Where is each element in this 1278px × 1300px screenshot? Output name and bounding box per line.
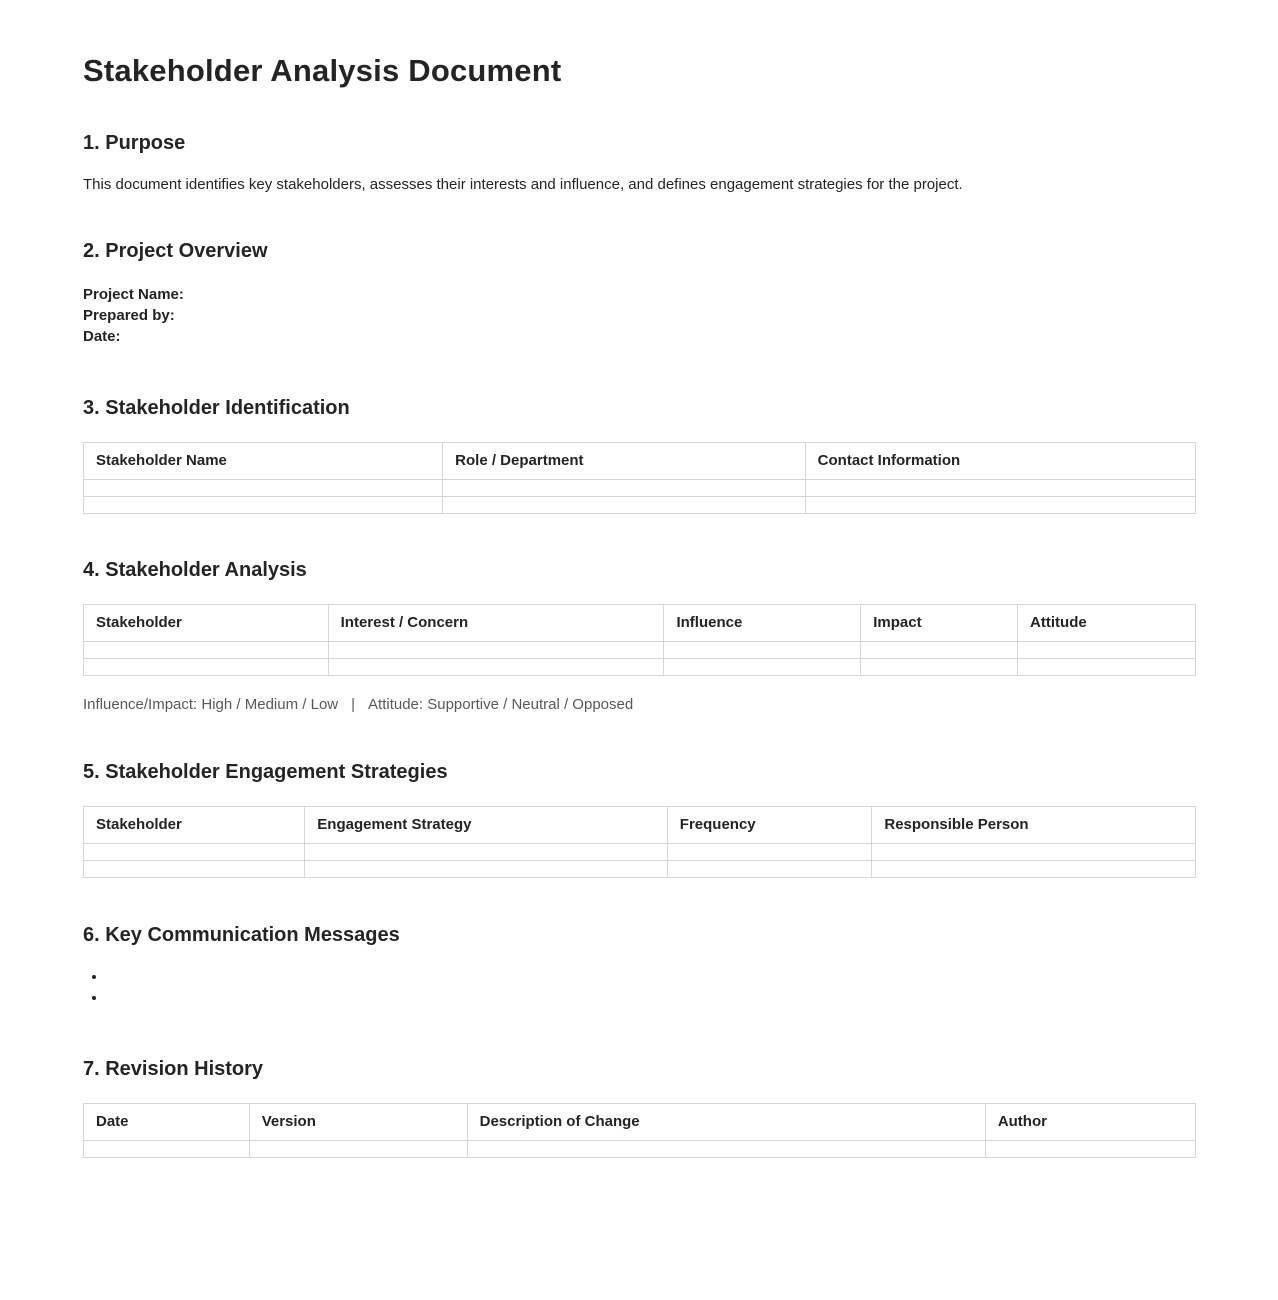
legend-attitude: Attitude: Supportive / Neutral / Opposed: [368, 695, 634, 713]
column-header-date: Date: [84, 1103, 250, 1140]
column-header-version: Version: [249, 1103, 467, 1140]
legend-influence-impact: Influence/Impact: High / Medium / Low: [83, 695, 339, 713]
table-cell: [861, 641, 1018, 658]
table-cell: [328, 641, 664, 658]
table-cell: [84, 641, 329, 658]
table-header-row: [84, 806, 1196, 843]
table-row: [84, 496, 1196, 513]
column-header-responsible-person: Responsible Person: [872, 806, 1196, 843]
table-cell: [84, 496, 443, 513]
table-row: [84, 843, 1196, 860]
project-overview-heading: 2. Project Overview: [83, 239, 268, 262]
table-row: [84, 641, 1196, 658]
table-cell: [861, 658, 1018, 675]
column-header-frequency: Frequency: [667, 806, 872, 843]
analysis-legend-note: [83, 694, 1196, 715]
section-purpose: [83, 130, 1196, 195]
section-key-communication-messages: [83, 922, 1196, 1008]
purpose-body: This document identifies key stakeholders, assesses their interests and influence, and defines engagement strategies for the project.: [83, 175, 963, 193]
section-project-overview: [83, 238, 1196, 347]
table-cell: [664, 658, 861, 675]
column-header-stakeholder-name: Stakeholder Name: [84, 442, 443, 479]
section-stakeholder-analysis: [83, 557, 1196, 715]
table-cell: [805, 479, 1195, 496]
stakeholder-analysis-table: [83, 604, 1196, 676]
table-cell: [84, 1140, 250, 1157]
revision-history-table: [83, 1103, 1196, 1158]
table-cell: [84, 658, 329, 675]
key-messages-list: [83, 966, 1196, 1008]
table-row: [84, 658, 1196, 675]
table-header-row: [84, 604, 1196, 641]
column-header-impact: Impact: [861, 604, 1018, 641]
table-cell: [249, 1140, 467, 1157]
table-row: [84, 479, 1196, 496]
table-cell: [84, 860, 305, 877]
project-overview-fields: [83, 284, 1196, 347]
section-revision-history: [83, 1056, 1196, 1158]
stakeholder-identification-table: [83, 442, 1196, 514]
table-cell: [872, 860, 1196, 877]
date-label: Date:: [83, 327, 121, 345]
stakeholder-analysis-heading: 4. Stakeholder Analysis: [83, 558, 307, 581]
table-cell: [667, 843, 872, 860]
table-cell: [872, 843, 1196, 860]
stakeholder-identification-heading: 3. Stakeholder Identification: [83, 396, 350, 419]
table-header-row: [84, 442, 1196, 479]
project-name-label: Project Name:: [83, 285, 184, 303]
column-header-author: Author: [985, 1103, 1195, 1140]
table-header-row: [84, 1103, 1196, 1140]
legend-separator: |: [351, 695, 356, 713]
table-cell: [805, 496, 1195, 513]
engagement-strategies-table: [83, 806, 1196, 878]
revision-history-heading: 7. Revision History: [83, 1057, 264, 1080]
table-cell: [1018, 641, 1196, 658]
table-cell: [664, 641, 861, 658]
section-stakeholder-identification: [83, 395, 1196, 514]
table-cell: [1018, 658, 1196, 675]
section-engagement-strategies: [83, 759, 1196, 878]
column-header-stakeholder: Stakeholder: [84, 604, 329, 641]
table-cell: [443, 479, 806, 496]
table-row: [84, 1140, 1196, 1157]
column-header-stakeholder: Stakeholder: [84, 806, 305, 843]
table-cell: [305, 860, 668, 877]
column-header-interest-concern: Interest / Concern: [328, 604, 664, 641]
table-cell: [84, 843, 305, 860]
table-cell: [305, 843, 668, 860]
column-header-attitude: Attitude: [1018, 604, 1196, 641]
table-cell: [443, 496, 806, 513]
prepared-by-label: Prepared by:: [83, 306, 175, 324]
column-header-role-department: Role / Department: [443, 442, 806, 479]
table-cell: [84, 479, 443, 496]
column-header-description-of-change: Description of Change: [467, 1103, 985, 1140]
table-row: [84, 860, 1196, 877]
document-title: Stakeholder Analysis Document: [83, 53, 562, 88]
bullet-item: [107, 987, 1196, 1008]
column-header-influence: Influence: [664, 604, 861, 641]
column-header-engagement-strategy: Engagement Strategy: [305, 806, 668, 843]
table-cell: [985, 1140, 1195, 1157]
bullet-item: [107, 966, 1196, 987]
column-header-contact-information: Contact Information: [805, 442, 1195, 479]
engagement-strategies-heading: 5. Stakeholder Engagement Strategies: [83, 760, 448, 783]
purpose-heading: 1. Purpose: [83, 131, 186, 154]
table-cell: [667, 860, 872, 877]
table-cell: [467, 1140, 985, 1157]
table-cell: [328, 658, 664, 675]
key-messages-heading: 6. Key Communication Messages: [83, 923, 400, 946]
